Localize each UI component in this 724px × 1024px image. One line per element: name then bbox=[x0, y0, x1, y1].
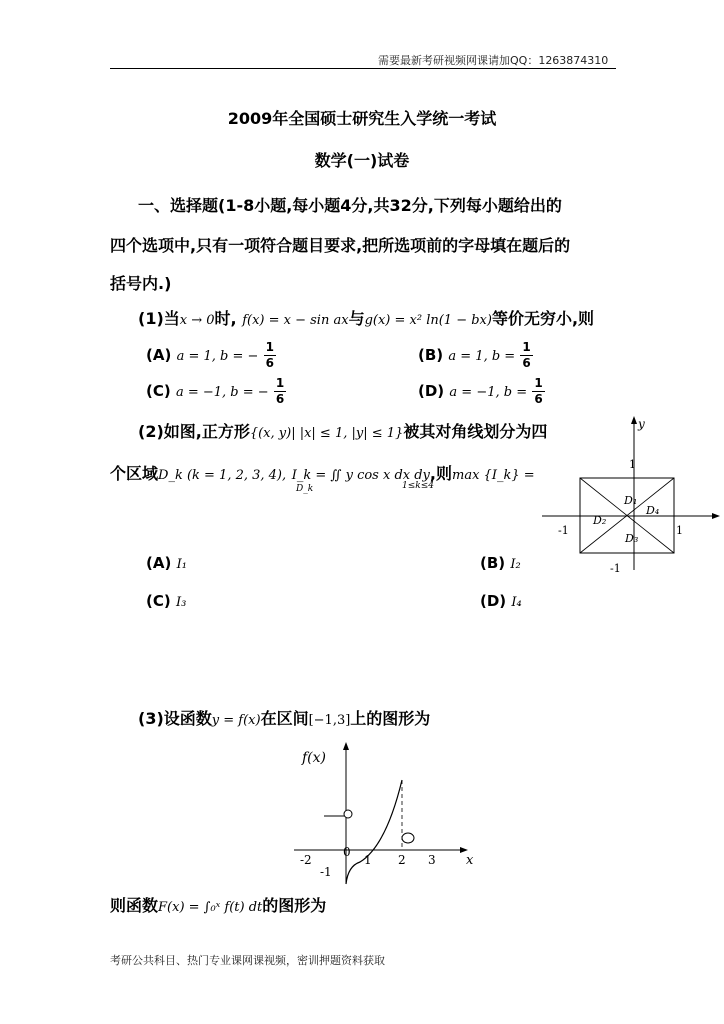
q3-func-expression: y = f(x) bbox=[211, 713, 261, 728]
q3-after-prefix: 则函数 bbox=[110, 896, 159, 915]
q1-prefix: (1)当 bbox=[138, 309, 180, 328]
q3-stem bbox=[138, 706, 430, 729]
x-arrow-icon bbox=[712, 513, 720, 519]
x-tick-neg2: -2 bbox=[300, 853, 312, 867]
fraction: $\frac{1}{6}$ bbox=[275, 376, 285, 406]
q2-option-b bbox=[480, 554, 521, 572]
y-axis-label: f(x) bbox=[302, 750, 327, 766]
option-label: (A) bbox=[146, 346, 172, 364]
fraction: $\frac{1}{6}$ bbox=[522, 340, 531, 370]
exam-subtitle: 数学(一)试卷 bbox=[314, 151, 410, 170]
y-tick-neg1: -1 bbox=[320, 865, 332, 879]
q1-stem bbox=[138, 306, 594, 329]
tick-right: 1 bbox=[676, 524, 683, 537]
option-text: I₄ bbox=[511, 595, 522, 610]
option-text: I₂ bbox=[510, 557, 521, 572]
q2-line2-prefix: 个区域 bbox=[110, 464, 159, 483]
open-point-left bbox=[344, 810, 352, 818]
region-d3: D₃ bbox=[625, 532, 639, 545]
option-text: a = 1, b = − bbox=[176, 349, 259, 364]
q1-limit: x → 0 bbox=[179, 313, 215, 328]
q3-interval: [−1,3] bbox=[308, 713, 351, 728]
fraction: $\frac{1}{6}$ bbox=[265, 340, 274, 370]
q2-region-expression: D_k (k = 1, 2, 3, 4), bbox=[158, 468, 287, 483]
q2-stem-line2 bbox=[110, 461, 535, 484]
q3-suffix: 上的图形为 bbox=[350, 709, 431, 728]
region-d1: D₁ bbox=[624, 494, 638, 507]
q3-prefix: (3)设函数 bbox=[138, 709, 212, 728]
tick-top: 1 bbox=[629, 458, 636, 471]
option-text: a = −1, b = bbox=[449, 385, 528, 400]
x-tick-3: 3 bbox=[428, 853, 436, 867]
q1-mid1: 时, bbox=[214, 309, 237, 328]
option-label: (C) bbox=[146, 382, 171, 400]
section-instructions-line3: 括号内.) bbox=[110, 274, 172, 293]
y-arrow-icon bbox=[631, 416, 637, 424]
option-text: I₁ bbox=[176, 557, 187, 572]
tick-bottom: -1 bbox=[610, 562, 621, 575]
q2-set-expression: {(x, y)| |x| ≤ 1, |y| ≤ 1} bbox=[249, 426, 404, 441]
y-axis-label: y bbox=[638, 417, 645, 431]
option-text: a = 1, b = bbox=[448, 349, 516, 364]
region-d4: D₄ bbox=[646, 504, 660, 517]
option-label: (B) bbox=[418, 346, 444, 364]
y-arrow-icon bbox=[343, 742, 349, 750]
option-label: (B) bbox=[480, 554, 506, 572]
q2-max-expression: max {I_k} = bbox=[452, 468, 535, 483]
x-tick-2: 2 bbox=[398, 853, 406, 867]
fraction: $\frac{1}{6}$ bbox=[534, 376, 543, 406]
q2-integral-subscript: D_k bbox=[296, 484, 314, 494]
section-instructions-line2: 四个选项中,只有一项符合题目要求,把所选项前的字母填在题后的 bbox=[110, 236, 571, 255]
q2-line2-mid: ,则 bbox=[429, 464, 452, 483]
header-note: 需要最新考研视频网课请加QQ：1263874310 bbox=[378, 54, 609, 67]
q2-integral-expression: I_k = ∬ y cos x dx dy bbox=[291, 468, 430, 483]
q2-square-figure bbox=[540, 412, 724, 582]
q2-max-subscript: 1≤k≤4 bbox=[402, 481, 434, 491]
footer-note: 考研公共科目、热门专业课网课视频，密训押题资料获取 bbox=[110, 954, 385, 967]
option-text: I₃ bbox=[175, 595, 187, 610]
open-point-right bbox=[402, 833, 414, 843]
x-axis-label: x bbox=[466, 853, 474, 868]
q1-option-a bbox=[146, 340, 276, 371]
q1-option-b bbox=[418, 340, 533, 371]
x-tick-0: 0 bbox=[343, 845, 351, 859]
q3-after-expression: F(x) = ∫₀ˣ f(t) dt bbox=[158, 900, 263, 915]
q3-function-graph bbox=[290, 738, 480, 888]
q1-suffix: 等价无穷小,则 bbox=[491, 309, 595, 328]
option-label: (D) bbox=[418, 382, 445, 400]
q2-option-d bbox=[480, 592, 522, 610]
q3-followup bbox=[110, 893, 326, 916]
header-rule bbox=[110, 68, 616, 69]
q1-f-expression: f(x) = x − sin ax bbox=[242, 313, 349, 328]
option-label: (D) bbox=[480, 592, 507, 610]
q2-stem-line1 bbox=[138, 419, 547, 442]
q1-option-d bbox=[418, 376, 545, 407]
q1-option-c bbox=[146, 376, 286, 407]
curve-segment bbox=[346, 780, 402, 884]
section-instructions-line1: 一、选择题(1-8小题,每小题4分,共32分,下列每小题给出的 bbox=[138, 196, 562, 215]
option-label: (C) bbox=[146, 592, 171, 610]
q3-after-suffix: 的图形为 bbox=[262, 896, 327, 915]
x-tick-1: 1 bbox=[364, 853, 372, 867]
q2-option-a bbox=[146, 554, 187, 572]
q1-g-expression: g(x) = x² ln(1 − bx) bbox=[364, 313, 492, 328]
exam-title: 2009年全国硕士研究生入学统一考试 bbox=[227, 109, 497, 128]
q3-mid: 在区间 bbox=[260, 709, 309, 728]
q1-mid2: 与 bbox=[348, 309, 365, 328]
tick-left: -1 bbox=[558, 524, 569, 537]
option-text: a = −1, b = − bbox=[175, 385, 269, 400]
q2-option-c bbox=[146, 592, 186, 610]
q2-suffix: 被其对角线划分为四 bbox=[403, 422, 548, 441]
region-d2: D₂ bbox=[593, 514, 607, 527]
q2-prefix: (2)如图,正方形 bbox=[138, 422, 250, 441]
option-label: (A) bbox=[146, 554, 172, 572]
